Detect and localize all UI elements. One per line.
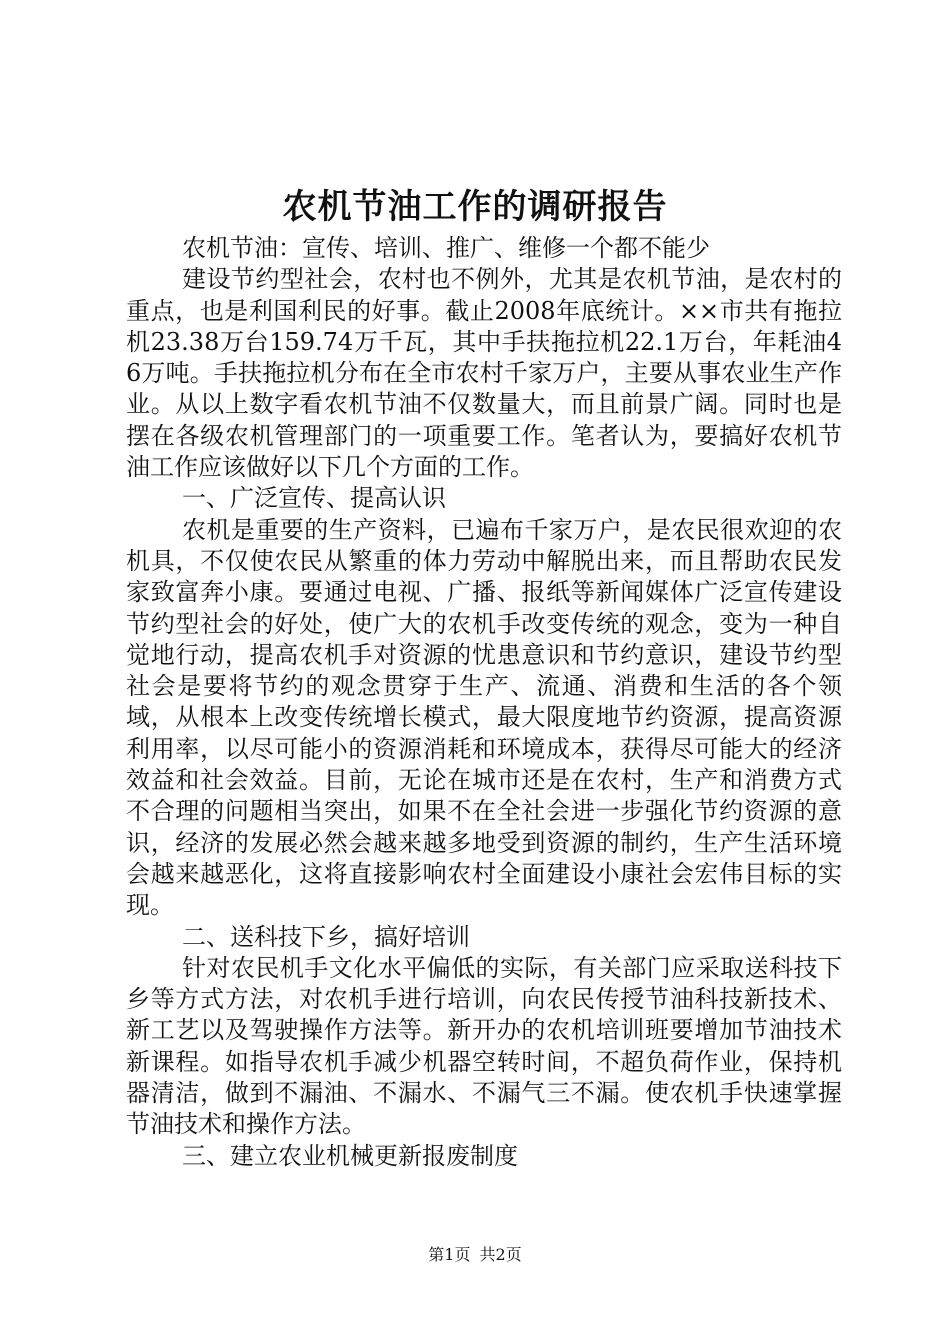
page-number: 第1页 [428,1245,471,1264]
body-paragraph: 农机是重要的生产资料，已遍布千家万户，是农民很欢迎的农机具，不仅使农民从繁重的体力劳动中解脱出来，而且帮助农民发家致富奔小康。要通过电视、广播、报纸等新闻媒体广泛宣传建设节约型社会的好处，使广大的农机手改变传统的观念，变为一种自觉地行动，提高农机手对资源的忧患意识和节约意识，建设节约型社会是要将节约的观念贯穿于生产、流通、消费和生活的各个领域，从根本上改变传统增长模式，最大限度地节约资源，提高资源利用率，以尽可能小的资源消耗和环境成本，获得尽可能大的经济效益和社会效益。目前，无论在城市还是在农村，生产和消费方式不合理的问题相当突出，如果不在全社会进一步强化节约资源的意识，经济的发展必然会越来越多地受到资源的制约，生产生活环境会越来越恶化，这将直接影响农村全面建设小康社会宏伟目标的实现。 [126,515,842,920]
page-footer [0,1244,950,1266]
body-paragraph: 针对农民机手文化水平偏低的实际，有关部门应采取送科技下乡等方式方法，对农机手进行培训，向农民传授节油科技新技术、新工艺以及驾驶操作方法等。新开办的农机培训班要增加节油技术新课程。如指导农机手减少机器空转时间，不超负荷作业，保持机器清洁，做到不漏油、不漏水、不漏气三不漏。使农机手快速掌握节油技术和操作方法。 [126,953,842,1139]
page-title: 农机节油工作的调研报告 [282,187,668,227]
subtitle-paragraph: 农机节油：宣传、培训、推广、维修一个都不能少 [182,234,710,262]
section-heading: 二、送科技下乡，搞好培训 [182,922,470,951]
page-total: 共2页 [479,1245,522,1264]
section-heading: 三、建立农业机械更新报废制度 [182,1141,518,1170]
section-heading: 一、广泛宣传、提高认识 [182,484,446,513]
body-paragraph: 建设节约型社会，农村也不例外，尤其是农机节油，是农村的重点，也是利国利民的好事。截止2008年底统计。××市共有拖拉机23.38万台159.74万千瓦，其中手扶拖拉机22.1万台，年耗油46万吨。手扶拖拉机分布在全市农村千家万户，主要从事农业生产作业。从以上数字看农机节油不仅数量大，而且前景广阔。同时也是摆在各级农机管理部门的一项重要工作。笔者认为，要搞好农机节油工作应该做好以下几个方面的工作。 [126,265,842,482]
document-body [126,233,842,1172]
